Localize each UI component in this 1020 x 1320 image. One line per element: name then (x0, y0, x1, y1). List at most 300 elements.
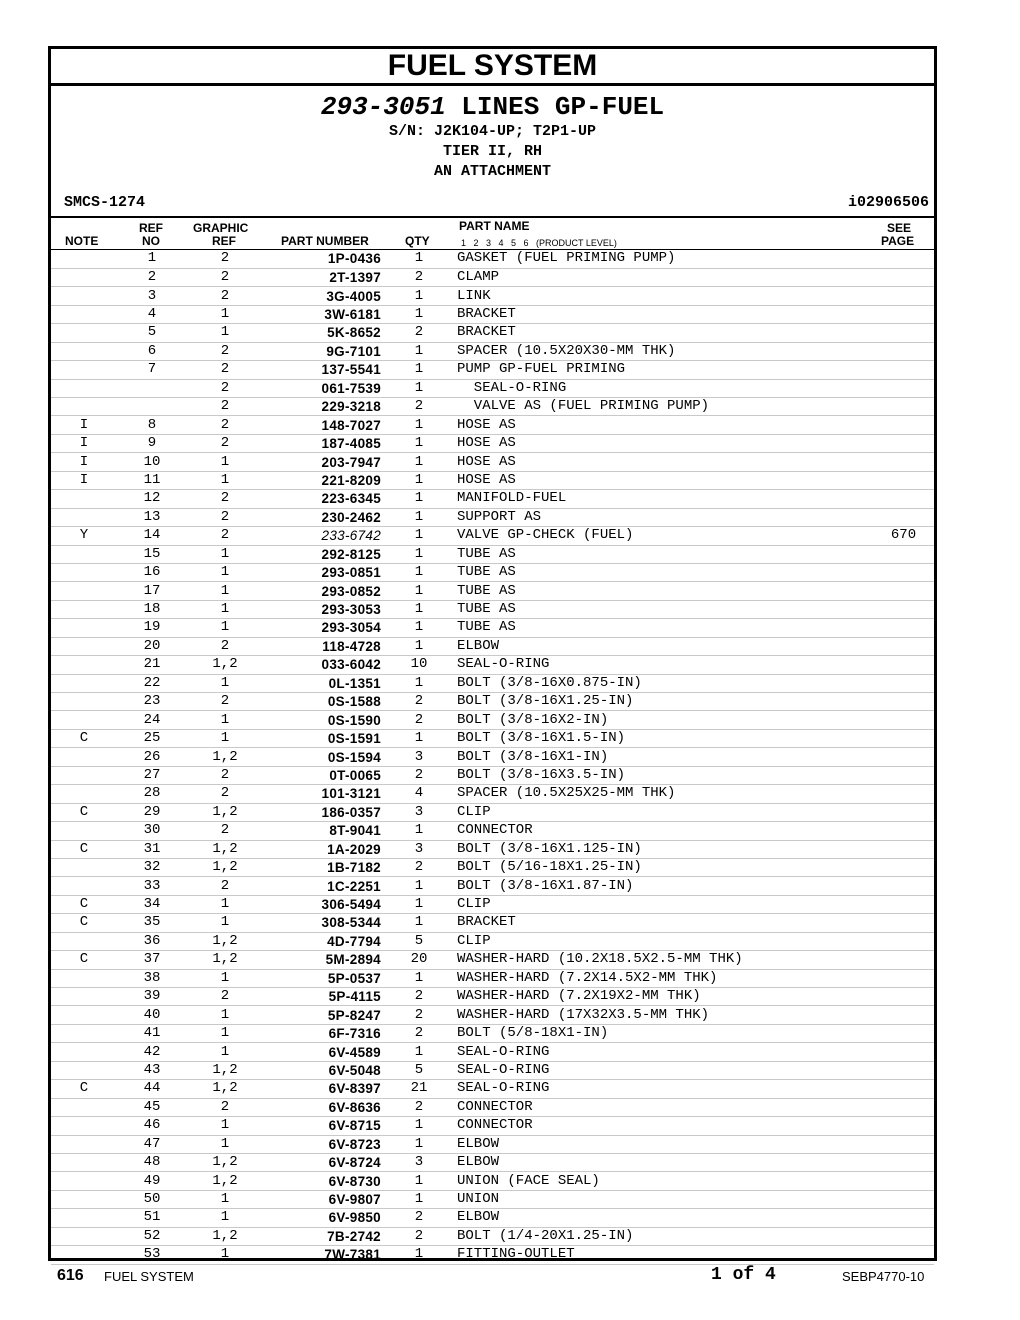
note-cell (51, 1117, 117, 1135)
col-graphic-top: GRAPHIC (193, 221, 249, 235)
part-number-cell: 0T-0065 (263, 766, 381, 784)
ref-cell: 9 (117, 434, 187, 452)
graphic-ref-cell: 2 (187, 637, 263, 655)
part-name-cell: SPACER (10.5X25X25-MM THK) (457, 785, 873, 803)
part-number-cell: 5P-8247 (263, 1006, 381, 1024)
qty-cell: 1 (381, 969, 457, 987)
part-number-cell: 292-8125 (263, 545, 381, 563)
qty-cell: 1 (381, 361, 457, 379)
col-product-levels: 1 2 3 4 5 6 (PRODUCT LEVEL) (461, 238, 617, 248)
see-page-cell (873, 748, 934, 766)
ref-cell: 29 (117, 803, 187, 821)
illustration-id: i02906506 (847, 194, 929, 211)
qty-cell: 5 (381, 1061, 457, 1079)
see-page-cell (873, 287, 934, 305)
ref-cell: 46 (117, 1117, 187, 1135)
part-name-cell: WASHER-HARD (10.2X18.5X2.5-MM THK) (457, 951, 873, 969)
graphic-ref-cell: 2 (187, 379, 263, 397)
see-page-cell (873, 951, 934, 969)
qty-cell: 1 (381, 600, 457, 618)
table-row (51, 1227, 934, 1245)
graphic-ref-cell: 2 (187, 398, 263, 416)
page-of: 1 of 4 (711, 1265, 776, 1285)
see-page-cell (873, 822, 934, 840)
ref-cell: 41 (117, 1024, 187, 1042)
see-page-cell (873, 342, 934, 360)
qty-cell: 2 (381, 858, 457, 876)
col-graphic-bottom: REF (212, 234, 236, 248)
ref-cell: 3 (117, 287, 187, 305)
part-number-cell: 1B-7182 (263, 858, 381, 876)
ref-cell: 37 (117, 951, 187, 969)
qty-cell: 2 (381, 1209, 457, 1227)
table-row (51, 693, 934, 711)
part-name-cell: PUMP GP-FUEL PRIMING (457, 361, 873, 379)
part-name-cell: CLIP (457, 932, 873, 950)
note-cell (51, 250, 117, 268)
part-name-cell: BOLT (3/8-16X1.87-IN) (457, 877, 873, 895)
ref-cell: 28 (117, 785, 187, 803)
graphic-ref-cell: 1 (187, 711, 263, 729)
part-number-cell: 1A-2029 (263, 840, 381, 858)
part-name-cell: CLIP (457, 803, 873, 821)
ref-cell: 17 (117, 582, 187, 600)
part-number-cell: 6V-8636 (263, 1098, 381, 1116)
note-cell (51, 1061, 117, 1079)
part-name-cell: TUBE AS (457, 563, 873, 581)
qty-cell: 2 (381, 693, 457, 711)
graphic-ref-cell: 1 (187, 1117, 263, 1135)
ref-cell: 12 (117, 490, 187, 508)
table-row (51, 1246, 934, 1264)
ref-cell: 22 (117, 674, 187, 692)
table-row (51, 1098, 934, 1116)
note-cell: C (51, 914, 117, 932)
part-name-cell: TUBE AS (457, 582, 873, 600)
note-cell (51, 563, 117, 581)
see-page-cell (873, 619, 934, 637)
table-row (51, 729, 934, 747)
part-number-cell: 293-3053 (263, 600, 381, 618)
note-cell (51, 822, 117, 840)
qty-cell: 2 (381, 324, 457, 342)
table-row (51, 637, 934, 655)
graphic-ref-cell: 2 (187, 1098, 263, 1116)
part-name-cell: BRACKET (457, 305, 873, 323)
graphic-ref-cell: 2 (187, 287, 263, 305)
table-row (51, 766, 934, 784)
see-page-cell: 670 (873, 527, 934, 545)
note-cell (51, 582, 117, 600)
note-cell (51, 969, 117, 987)
part-number-cell: 4D-7794 (263, 932, 381, 950)
qty-cell: 1 (381, 545, 457, 563)
note-cell (51, 619, 117, 637)
see-page-cell (873, 1098, 934, 1116)
section-title: FUEL SYSTEM (51, 49, 934, 86)
note-cell: I (51, 434, 117, 452)
part-name-cell: UNION (FACE SEAL) (457, 1172, 873, 1190)
table-row (51, 563, 934, 581)
ref-cell: 15 (117, 545, 187, 563)
part-number-cell: 293-3054 (263, 619, 381, 637)
note-cell (51, 398, 117, 416)
ref-cell: 11 (117, 471, 187, 489)
table-row (51, 785, 934, 803)
part-number-cell: 7W-7381 (263, 1246, 381, 1264)
part-name-cell: CLAMP (457, 268, 873, 286)
ref-cell: 49 (117, 1172, 187, 1190)
qty-cell: 1 (381, 1117, 457, 1135)
qty-cell: 2 (381, 1006, 457, 1024)
note-cell (51, 932, 117, 950)
note-cell: Y (51, 527, 117, 545)
ref-cell: 45 (117, 1098, 187, 1116)
ref-cell: 13 (117, 508, 187, 526)
table-row (51, 969, 934, 987)
group-name: LINES GP-FUEL (461, 92, 665, 122)
ref-cell: 38 (117, 969, 187, 987)
ref-cell (117, 379, 187, 397)
note-cell (51, 268, 117, 286)
table-row (51, 1006, 934, 1024)
graphic-ref-cell: 1,2 (187, 748, 263, 766)
note-cell: C (51, 729, 117, 747)
table-row (51, 434, 934, 452)
ref-cell: 39 (117, 988, 187, 1006)
graphic-ref-cell: 2 (187, 342, 263, 360)
group-header (51, 92, 934, 218)
see-page-cell (873, 988, 934, 1006)
table-row (51, 287, 934, 305)
note-cell (51, 1227, 117, 1245)
table-row (51, 600, 934, 618)
table-row (51, 324, 934, 342)
table-row (51, 545, 934, 563)
see-page-cell (873, 729, 934, 747)
part-name-cell: BOLT (3/8-16X3.5-IN) (457, 766, 873, 784)
part-number-cell: 6V-5048 (263, 1061, 381, 1079)
part-number-cell: 0S-1594 (263, 748, 381, 766)
note-cell (51, 287, 117, 305)
part-number-cell: 229-3218 (263, 398, 381, 416)
ref-cell: 20 (117, 637, 187, 655)
part-number-cell: 187-4085 (263, 434, 381, 452)
group-title (51, 92, 934, 122)
part-name-cell: BOLT (3/8-16X1-IN) (457, 748, 873, 766)
part-number-cell: 3G-4005 (263, 287, 381, 305)
ref-cell: 18 (117, 600, 187, 618)
note-cell: C (51, 951, 117, 969)
part-name-cell: SEAL-O-RING (457, 1061, 873, 1079)
note-cell (51, 508, 117, 526)
ref-cell: 1 (117, 250, 187, 268)
qty-cell: 4 (381, 785, 457, 803)
table-row (51, 1209, 934, 1227)
part-number-cell: 9G-7101 (263, 342, 381, 360)
ref-cell: 7 (117, 361, 187, 379)
graphic-ref-cell: 1,2 (187, 932, 263, 950)
graphic-ref-cell: 2 (187, 434, 263, 452)
qty-cell: 3 (381, 748, 457, 766)
ref-cell: 34 (117, 895, 187, 913)
table-row (51, 305, 934, 323)
graphic-ref-cell: 1 (187, 453, 263, 471)
note-cell (51, 342, 117, 360)
tier-info: TIER II, RH (442, 143, 543, 160)
graphic-ref-cell: 1 (187, 545, 263, 563)
part-name-cell: BOLT (5/16-18X1.25-IN) (457, 858, 873, 876)
table-row (51, 988, 934, 1006)
note-cell (51, 1246, 117, 1264)
table-row (51, 674, 934, 692)
page-footer (0, 1264, 1020, 1288)
note-cell (51, 748, 117, 766)
see-page-cell (873, 250, 934, 268)
graphic-ref-cell: 1,2 (187, 1061, 263, 1079)
see-page-cell (873, 268, 934, 286)
ref-cell: 31 (117, 840, 187, 858)
part-name-cell: ELBOW (457, 1153, 873, 1171)
ref-cell: 5 (117, 324, 187, 342)
table-row (51, 1024, 934, 1042)
note-cell (51, 545, 117, 563)
graphic-ref-cell: 1 (187, 471, 263, 489)
ref-cell: 35 (117, 914, 187, 932)
qty-cell: 1 (381, 582, 457, 600)
note-cell (51, 637, 117, 655)
ref-cell: 51 (117, 1209, 187, 1227)
part-number-cell: 233-6742 (263, 527, 381, 545)
graphic-ref-cell: 2 (187, 416, 263, 434)
graphic-ref-cell: 2 (187, 822, 263, 840)
table-row (51, 1061, 934, 1079)
part-name-cell: ELBOW (457, 1135, 873, 1153)
col-ref-bottom: NO (142, 234, 160, 248)
part-number-cell: 7B-2742 (263, 1227, 381, 1245)
qty-cell: 1 (381, 1135, 457, 1153)
table-row (51, 895, 934, 913)
see-page-cell (873, 416, 934, 434)
see-page-cell (873, 582, 934, 600)
graphic-ref-cell: 1,2 (187, 858, 263, 876)
note-cell (51, 656, 117, 674)
ref-cell: 43 (117, 1061, 187, 1079)
col-qty: QTY (405, 234, 430, 248)
table-row (51, 416, 934, 434)
table-row (51, 250, 934, 268)
table-row (51, 619, 934, 637)
part-name-cell: BOLT (3/8-16X1.5-IN) (457, 729, 873, 747)
qty-cell: 1 (381, 1043, 457, 1061)
parts-list-frame (48, 46, 937, 1261)
part-name-cell: VALVE AS (FUEL PRIMING PUMP) (457, 398, 873, 416)
graphic-ref-cell: 1 (187, 582, 263, 600)
part-number-cell: 293-0851 (263, 563, 381, 581)
note-cell: C (51, 840, 117, 858)
part-name-cell: FITTING-OUTLET (457, 1246, 873, 1264)
graphic-ref-cell: 1 (187, 1135, 263, 1153)
graphic-ref-cell: 1 (187, 305, 263, 323)
col-see-top: SEE (887, 221, 912, 235)
graphic-ref-cell: 1,2 (187, 656, 263, 674)
footer-section: FUEL SYSTEM (104, 1269, 194, 1284)
see-page-cell (873, 785, 934, 803)
graphic-ref-cell: 2 (187, 268, 263, 286)
table-row (51, 471, 934, 489)
graphic-ref-cell: 1 (187, 1024, 263, 1042)
see-page-cell (873, 545, 934, 563)
table-row (51, 656, 934, 674)
see-page-cell (873, 877, 934, 895)
part-number-cell: 1P-0436 (263, 250, 381, 268)
part-number-cell: 5P-0537 (263, 969, 381, 987)
note-cell (51, 1043, 117, 1061)
see-page-cell (873, 1172, 934, 1190)
ref-cell: 27 (117, 766, 187, 784)
part-number-cell: 0S-1591 (263, 729, 381, 747)
part-number-cell: 223-6345 (263, 490, 381, 508)
graphic-ref-cell: 1 (187, 969, 263, 987)
part-name-cell: BOLT (3/8-16X1.125-IN) (457, 840, 873, 858)
qty-cell: 1 (381, 434, 457, 452)
part-number-cell: 0L-1351 (263, 674, 381, 692)
graphic-ref-cell: 1 (187, 729, 263, 747)
note-cell (51, 490, 117, 508)
graphic-ref-cell: 1,2 (187, 840, 263, 858)
qty-cell: 1 (381, 914, 457, 932)
column-header (51, 218, 934, 250)
part-name-cell: UNION (457, 1190, 873, 1208)
see-page-cell (873, 674, 934, 692)
graphic-ref-cell: 1 (187, 674, 263, 692)
part-name-cell: SEAL-O-RING (457, 1080, 873, 1098)
note-cell (51, 600, 117, 618)
graphic-ref-cell: 1 (187, 895, 263, 913)
qty-cell: 1 (381, 877, 457, 895)
see-page-cell (873, 600, 934, 618)
document-id: SEBP4770-10 (842, 1269, 925, 1284)
see-page-cell (873, 1024, 934, 1042)
ref-cell: 48 (117, 1153, 187, 1171)
see-page-cell (873, 1153, 934, 1171)
qty-cell: 1 (381, 471, 457, 489)
qty-cell: 1 (381, 416, 457, 434)
graphic-ref-cell: 1,2 (187, 1080, 263, 1098)
part-number-cell: 6V-8715 (263, 1117, 381, 1135)
table-row (51, 582, 934, 600)
col-part-number: PART NUMBER (281, 234, 369, 248)
table-row (51, 1043, 934, 1061)
see-page-cell (873, 361, 934, 379)
see-page-cell (873, 379, 934, 397)
graphic-ref-cell: 2 (187, 988, 263, 1006)
ref-cell: 23 (117, 693, 187, 711)
part-number-cell: 5P-4115 (263, 988, 381, 1006)
ref-cell: 40 (117, 1006, 187, 1024)
qty-cell: 1 (381, 1190, 457, 1208)
ref-cell: 32 (117, 858, 187, 876)
see-page-cell (873, 434, 934, 452)
graphic-ref-cell: 2 (187, 877, 263, 895)
see-page-cell (873, 1006, 934, 1024)
part-name-cell: ELBOW (457, 1209, 873, 1227)
see-page-cell (873, 1209, 934, 1227)
note-cell (51, 1172, 117, 1190)
ref-cell: 26 (117, 748, 187, 766)
table-row (51, 1190, 934, 1208)
see-page-cell (873, 1061, 934, 1079)
part-name-cell: SEAL-O-RING (457, 1043, 873, 1061)
part-number-cell: 308-5344 (263, 914, 381, 932)
note-cell (51, 1209, 117, 1227)
part-name-cell: CONNECTOR (457, 1117, 873, 1135)
part-name-cell: HOSE AS (457, 416, 873, 434)
qty-cell: 20 (381, 951, 457, 969)
ref-cell: 50 (117, 1190, 187, 1208)
part-name-cell: HOSE AS (457, 453, 873, 471)
note-cell (51, 988, 117, 1006)
see-page-cell (873, 1080, 934, 1098)
part-name-cell: TUBE AS (457, 545, 873, 563)
table-row (51, 711, 934, 729)
qty-cell: 2 (381, 988, 457, 1006)
qty-cell: 5 (381, 932, 457, 950)
graphic-ref-cell: 2 (187, 361, 263, 379)
graphic-ref-cell: 1 (187, 1246, 263, 1264)
part-number-cell: 6V-8397 (263, 1080, 381, 1098)
part-number-cell: 293-0852 (263, 582, 381, 600)
qty-cell: 1 (381, 619, 457, 637)
table-row (51, 508, 934, 526)
qty-cell: 1 (381, 508, 457, 526)
note-cell (51, 324, 117, 342)
note-cell (51, 766, 117, 784)
table-row (51, 490, 934, 508)
attachment-info: AN ATTACHMENT (433, 163, 552, 180)
qty-cell: 2 (381, 1227, 457, 1245)
ref-cell: 53 (117, 1246, 187, 1264)
col-part-name: PART NAME (459, 219, 530, 233)
note-cell (51, 674, 117, 692)
see-page-cell (873, 1227, 934, 1245)
qty-cell: 1 (381, 453, 457, 471)
qty-cell: 2 (381, 268, 457, 286)
part-number-cell: 6V-8723 (263, 1135, 381, 1153)
see-page-cell (873, 766, 934, 784)
ref-cell: 52 (117, 1227, 187, 1245)
note-cell (51, 1006, 117, 1024)
qty-cell: 1 (381, 674, 457, 692)
qty-cell: 1 (381, 250, 457, 268)
qty-cell: 1 (381, 342, 457, 360)
see-page-cell (873, 637, 934, 655)
note-cell (51, 858, 117, 876)
graphic-ref-cell: 1,2 (187, 1227, 263, 1245)
part-number-cell: 203-7947 (263, 453, 381, 471)
graphic-ref-cell: 1 (187, 1043, 263, 1061)
graphic-ref-cell: 1 (187, 600, 263, 618)
part-number-cell: 6V-9807 (263, 1190, 381, 1208)
qty-cell: 1 (381, 287, 457, 305)
note-cell (51, 305, 117, 323)
part-name-cell: SUPPORT AS (457, 508, 873, 526)
part-name-cell: BOLT (1/4-20X1.25-IN) (457, 1227, 873, 1245)
part-name-cell: WASHER-HARD (17X32X3.5-MM THK) (457, 1006, 873, 1024)
parts-table (51, 250, 934, 1265)
table-row (51, 1153, 934, 1171)
qty-cell: 3 (381, 803, 457, 821)
